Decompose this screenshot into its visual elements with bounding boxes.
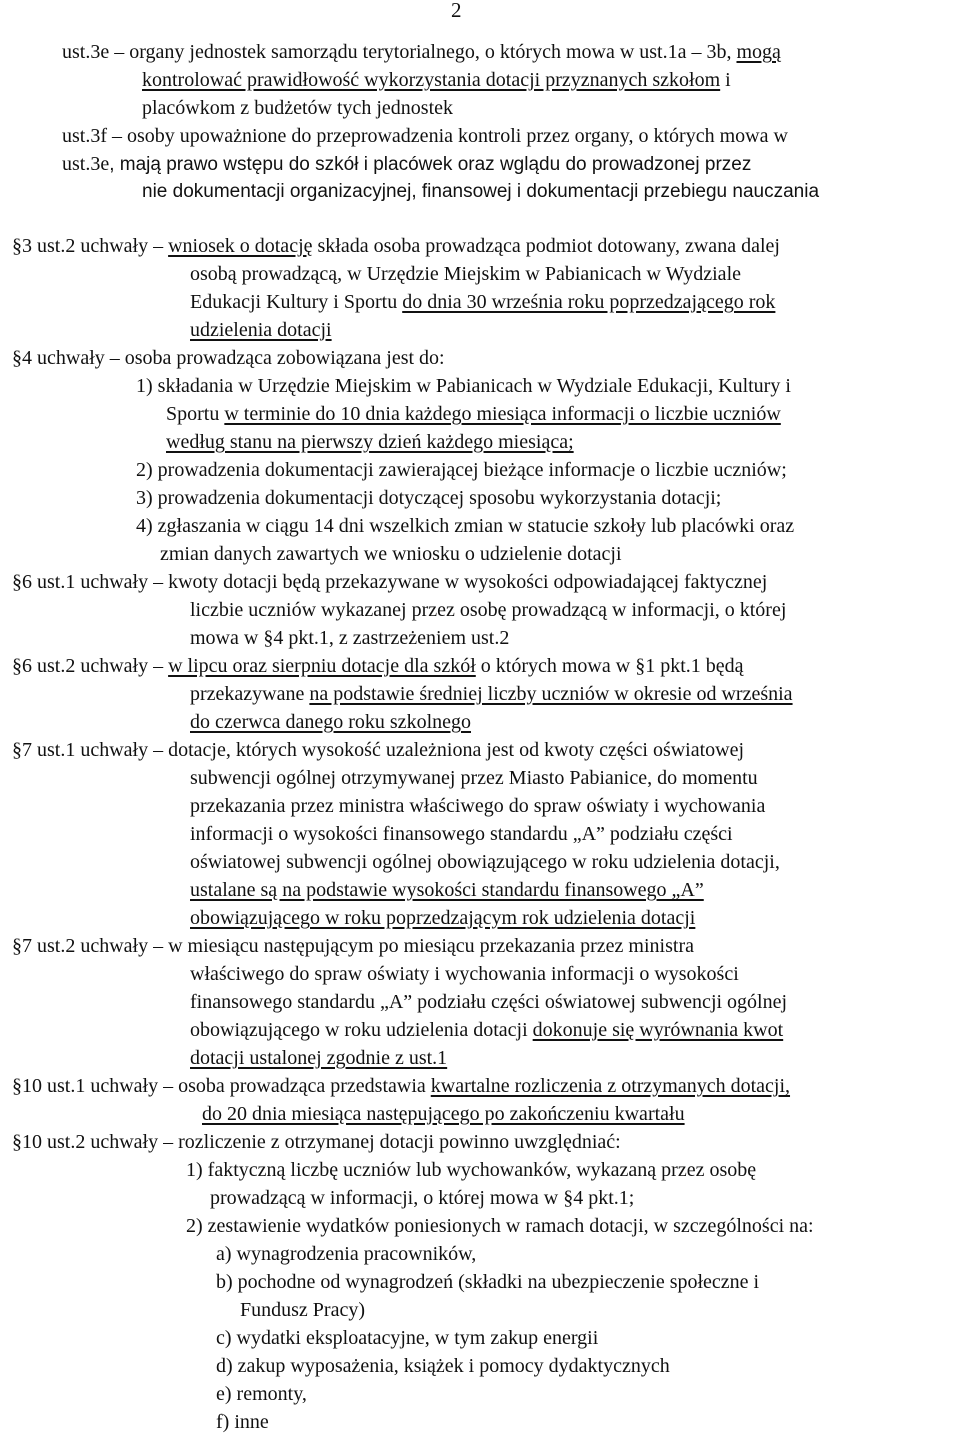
text-line [190, 960, 739, 988]
underlined-text: ustalane są na podstawie wysokości standardu finansowego „A” [190, 879, 704, 901]
text-line [210, 1184, 634, 1212]
text-line [190, 792, 765, 820]
text-span: o których mowa w §1 pkt.1 będą [475, 655, 744, 677]
text-span: i [720, 69, 731, 91]
page-number: 2 [451, 0, 462, 22]
text-line [190, 904, 695, 932]
text-span: a) wynagrodzenia pracowników, [216, 1243, 477, 1265]
text-span: , mają prawo wstępu do szkół i placówek oraz wglądu do prowadzonej przez [109, 154, 752, 175]
text-span: zmian danych zawartych we wniosku o udzielenie dotacji [160, 543, 622, 565]
text-span: §7 ust.2 uchwały – w miesiącu następującym po miesiącu przekazania przez ministra [12, 935, 694, 957]
text-line [142, 94, 453, 122]
text-span: ust.3e [62, 153, 110, 175]
text-line [190, 316, 332, 344]
text-line [202, 1100, 685, 1128]
text-line [240, 1296, 365, 1324]
text-line [12, 344, 445, 372]
text-span: ust.3e – organy jednostek samorządu terytorialnego, o których mowa w ust.1a – 3b, [62, 41, 737, 63]
text-span: e) remonty, [216, 1383, 307, 1405]
text-span: §10 ust.2 uchwały – rozliczenie z otrzymanej dotacji powinno uwzględniać: [12, 1131, 621, 1153]
text-span: nie dokumentacji organizacyjnej, finansowej i dokumentacji przebiegu nauczania [142, 181, 820, 202]
text-line [12, 1072, 790, 1100]
text-span: przekazania przez ministra właściwego do spraw oświaty i wychowania [190, 795, 766, 817]
text-line [216, 1240, 476, 1268]
text-line [216, 1380, 307, 1408]
text-line [12, 652, 744, 680]
text-line [216, 1268, 759, 1296]
text-span: §4 uchwały – osoba prowadząca zobowiązana jest do: [12, 347, 445, 369]
text-line [142, 178, 819, 206]
text-span: obowiązującego w roku udzielenia dotacji [190, 1019, 533, 1041]
text-span: 4) zgłaszania w ciągu 14 dni wszelkich zmian w statucie szkoły lub placówki oraz [136, 515, 795, 537]
underlined-text: dotacji ustalonej zgodnie z ust.1 [190, 1047, 448, 1069]
underlined-text: wniosek o dotację [168, 235, 313, 257]
text-span: Fundusz Pracy) [240, 1299, 365, 1321]
text-line [190, 1044, 447, 1072]
text-line [190, 876, 704, 904]
text-span: informacji o wysokości finansowego standardu „A” podziału części [190, 823, 733, 845]
text-line [190, 624, 509, 652]
text-span: finansowego standardu „A” podziału części oświatowej subwencji ogólnej [190, 991, 788, 1013]
text-line [12, 932, 694, 960]
underlined-text: według stanu na pierwszy dzień każdego miesiąca; [166, 431, 574, 453]
text-line [216, 1408, 269, 1436]
underlined-text: mogą [736, 41, 781, 63]
text-line [160, 540, 622, 568]
text-line [190, 1016, 783, 1044]
text-line [12, 736, 744, 764]
text-span: §3 ust.2 uchwały – [12, 235, 169, 257]
text-line [62, 38, 781, 66]
underlined-text: w lipcu oraz sierpniu dotacje dla szkół [168, 655, 476, 677]
text-line [190, 260, 741, 288]
text-line [12, 232, 780, 260]
text-line [62, 122, 788, 150]
text-span: składa osoba prowadząca podmiot dotowany, zwana dalej [312, 235, 780, 257]
text-line [136, 456, 787, 484]
text-line [190, 988, 787, 1016]
text-span: właściwego do spraw oświaty i wychowania informacji o wysokości [190, 963, 739, 985]
underlined-text: do dnia 30 września roku poprzedzającego rok [402, 291, 776, 313]
text-span: prowadzącą w informacji, o której mowa w §4 pkt.1; [210, 1187, 635, 1209]
text-line [190, 596, 786, 624]
text-line [136, 484, 721, 512]
text-line [186, 1156, 756, 1184]
underlined-text: na podstawie średniej liczby uczniów w okresie od września [309, 683, 793, 705]
text-line [190, 288, 775, 316]
underlined-text: obowiązującego w roku poprzedzającym rok udzielenia dotacji [190, 907, 696, 929]
text-span: f) inne [216, 1411, 269, 1433]
text-line [186, 1212, 814, 1240]
text-line [136, 372, 791, 400]
text-line [166, 400, 781, 428]
underlined-text: udzielenia dotacji [190, 319, 332, 341]
text-span: 2) zestawienie wydatków poniesionych w ramach dotacji, w szczególności na: [186, 1215, 814, 1237]
text-span: ust.3f – osoby upoważnione do przeprowadzenia kontroli przez organy, o których mowa w [62, 125, 788, 147]
text-span: b) pochodne od wynagrodzeń (składki na ubezpieczenie społeczne i [216, 1271, 760, 1293]
text-span: 3) prowadzenia dokumentacji dotyczącej sposobu wykorzystania dotacji; [136, 487, 722, 509]
text-span: liczbie uczniów wykazanej przez osobę prowadzącą w informacji, o której [190, 599, 787, 621]
text-span: mowa w §4 pkt.1, z zastrzeżeniem ust.2 [190, 627, 510, 649]
text-span: oświatowej subwencji ogólnej obowiązującego w roku udzielenia dotacji, [190, 851, 780, 873]
text-line [12, 1128, 621, 1156]
text-span: §10 ust.1 uchwały – osoba prowadząca przedstawia [12, 1075, 431, 1097]
text-span: §6 ust.2 uchwały – [12, 655, 169, 677]
text-line [190, 708, 471, 736]
text-span: d) zakup wyposażenia, książek i pomocy dydaktycznych [216, 1355, 670, 1377]
text-line [216, 1352, 670, 1380]
underlined-text: kwartalne rozliczenia z otrzymanych dotacji, [430, 1075, 791, 1097]
text-span: c) wydatki eksploatacyjne, w tym zakup energii [216, 1327, 599, 1349]
underlined-text: dokonuje się wyrównania kwot [532, 1019, 784, 1041]
text-line [166, 428, 574, 456]
text-line [190, 680, 793, 708]
text-line [190, 848, 780, 876]
text-span: §6 ust.1 uchwały – kwoty dotacji będą przekazywane w wysokości odpowiadającej faktycznej [12, 571, 768, 593]
text-span: §7 ust.1 uchwały – dotacje, których wysokość uzależniona jest od kwoty części oświatowej [12, 739, 745, 761]
text-span: 1) składania w Urzędzie Miejskim w Pabianicach w Wydziale Edukacji, Kultury i [136, 375, 791, 397]
underlined-text: do 20 dnia miesiąca następującego po zakończeniu kwartału [202, 1103, 685, 1125]
text-span: Edukacji Kultury i Sportu [190, 291, 403, 313]
text-span: przekazywane [190, 683, 310, 705]
underlined-text: do czerwca danego roku szkolnego [190, 711, 471, 733]
text-line [190, 764, 758, 792]
text-line [136, 512, 794, 540]
text-line [216, 1324, 598, 1352]
text-span: subwencji ogólnej otrzymywanej przez Miasto Pabianice, do momentu [190, 767, 758, 789]
text-span: osobą prowadzącą, w Urzędzie Miejskim w Pabianicach w Wydziale [190, 263, 741, 285]
text-line [12, 568, 767, 596]
text-line [142, 66, 731, 94]
text-line [190, 820, 733, 848]
text-span: 2) prowadzenia dokumentacji zawierającej bieżące informacje o liczbie uczniów; [136, 459, 787, 481]
text-line [62, 150, 751, 179]
text-span: Sportu [166, 403, 225, 425]
underlined-text: kontrolować prawidłowość wykorzystania dotacji przyznanych szkołom [142, 69, 721, 91]
underlined-text: w terminie do 10 dnia każdego miesiąca informacji o liczbie uczniów [224, 403, 781, 425]
text-span: placówkom z budżetów tych jednostek [142, 97, 454, 119]
text-span: 1) faktyczną liczbę uczniów lub wychowanków, wykazaną przez osobę [186, 1159, 757, 1181]
